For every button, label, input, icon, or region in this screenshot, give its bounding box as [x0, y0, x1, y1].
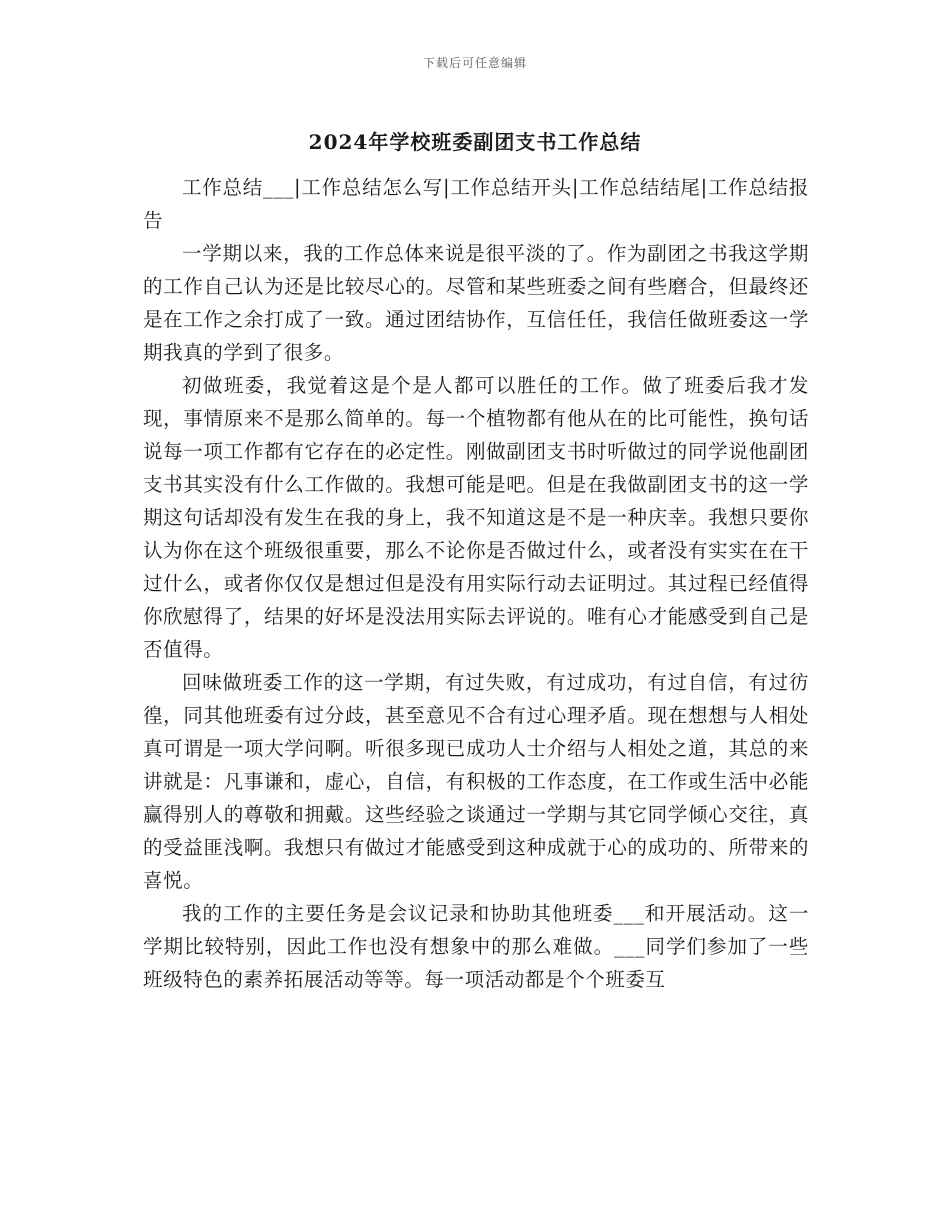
- paragraph-2: 初做班委，我觉着这是个是人都可以胜任的工作。做了班委后我才发现，事情原来不是那么简单的。每一个植物都有他从在的比可能性，换句话说每一项工作都有它存在的必定性。刚做副团支书时听做过的同学说他副团支书其实没有什么工作做的。我想可能是吧。但是在我做副团支书的这一学期这句话却没有发生在我的身上，我不知道这是不是一种庆幸。我想只要你认为你在这个班级很重要，那么不论你是否做过什么，或者没有实实在在干过什么，或者你仅仅是想过但是没有用实际行动去证明过。其过程已经值得你欣慰得了，结果的好坏是没法用实际去评说的。唯有心才能感受到自己是否值得。: [143, 374, 809, 661]
- paragraph-4: 我的工作的主要任务是会议记录和协助其他班委___和开展活动。这一学期比较特别，因此工作也没有想象中的那么难做。___同学们参加了一些班级特色的素养拓展活动等等。每一项活动都是个个班委互: [143, 902, 809, 991]
- paragraph-tags: 工作总结___|工作总结怎么写|工作总结开头|工作总结结尾|工作总结报告: [143, 176, 809, 232]
- paragraph-3: 回味做班委工作的这一学期，有过失败，有过成功，有过自信，有过彷徨，同其他班委有过分歧，甚至意见不合有过心理矛盾。现在想想与人相处真可谓是一项大学问啊。听很多现已成功人士介绍与人相处之道，其总的来讲就是：凡事谦和，虚心，自信，有积极的工作态度，在工作或生活中必能赢得别人的尊敬和拥戴。这些经验之谈通过一学期与其它同学倾心交往，真的受益匪浅啊。我想只有做过才能感受到这种成就于心的成功的、所带来的喜悦。: [143, 671, 809, 892]
- document-body: [143, 171, 809, 996]
- paragraph-1: 一学期以来，我的工作总体来说是很平淡的了。作为副团之书我这学期的工作自己认为还是比较尽心的。尽管和某些班委之间有些磨合，但最终还是在工作之余打成了一致。通过团结协作，互信任任，我信任做班委这一学期我真的学到了很多。: [143, 242, 809, 364]
- document-title: 2024年学校班委副团支书工作总结: [308, 130, 642, 154]
- header-note: 下载后可任意编辑: [422, 56, 527, 70]
